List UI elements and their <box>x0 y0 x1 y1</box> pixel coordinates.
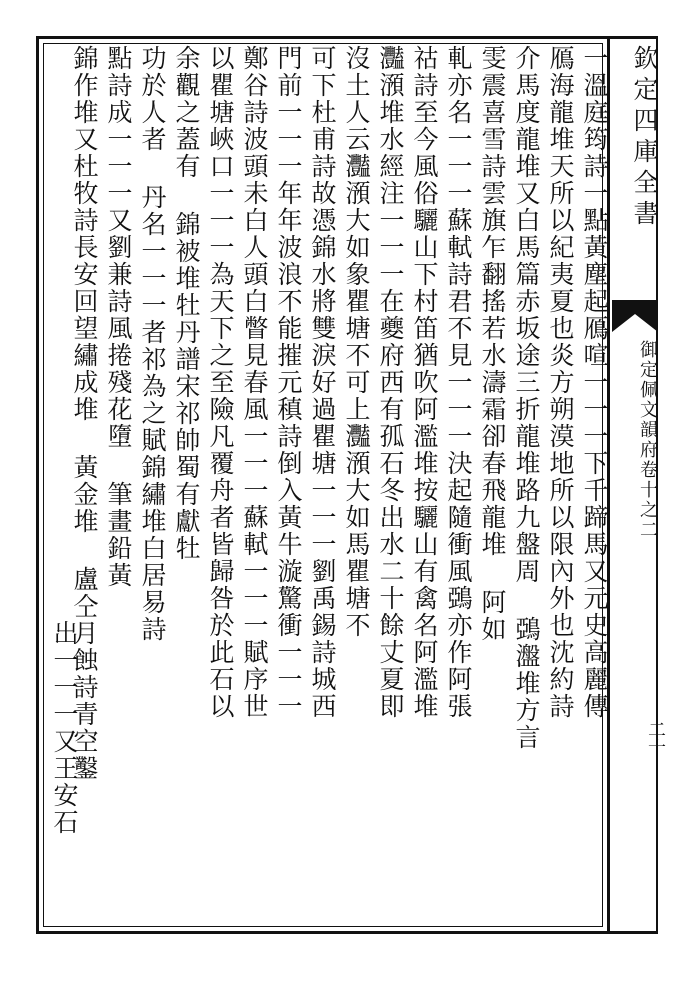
text-column: 錦作堆又杜牧詩長安回望繡成堆 黃金堆 盧仝月蝕詩青空鑿 <box>70 45 99 782</box>
text-column: 鄭谷詩波頭未白人頭白瞥見春風一一一蘇軾一一一賦序世 <box>240 45 269 720</box>
text-column: 功於人者 丹名一一一者祁為之賦錦繡堆白居易詩 <box>138 45 167 643</box>
text-column: 以瞿塘峽口一一一為天下之至險凡覆舟者皆歸咎於此石以 <box>206 45 235 720</box>
text-column: 鴈海龍堆天所以紀夷夏也炎方朔漠地所以限內外也沈約詩 <box>546 45 575 720</box>
text-column: 沒土人云灩澦大如象瞿塘不可上灩澦大如馬瞿塘不 <box>342 45 371 639</box>
text-column: 雯震喜雪詩雲旗乍翻搖若水濤霜卻春飛龍堆 阿如 <box>478 45 507 643</box>
text-column: 點詩成一一一又劉兼詩風捲殘花墮 筆畫鉛黃 <box>104 45 133 589</box>
text-column: 可下杜甫詩故憑錦水將雙淚好過瞿塘一一一劉禹錫詩城西 <box>308 45 337 720</box>
text-column: 灩澦堆水經注一一一在夔府西有孤石冬出水二十餘丈夏即 <box>376 45 405 720</box>
text-column: 軋亦名一一一蘇軾詩君不見一一一決起隨衝風鵶亦作阿張 <box>444 45 473 720</box>
text-column: 介馬度龍堆又白馬篇赤坂途三折龍堆路九盤周 鵶瀊堆方言 <box>512 45 541 751</box>
text-column: 余觀之蓋有 錦被堆牡丹譜宋祁帥蜀有獻牡 <box>172 45 201 562</box>
text-column: 門前一一一年年波浪不能摧元稹詩倒入黃牛漩驚衝一一一 <box>274 45 303 720</box>
volume-title: 御定佩文韻府卷十之二 <box>637 340 658 540</box>
text-column: 一溫庭筠詩一點黃塵起鴈喧一一一下千蹄馬又元史高麗傳 <box>580 45 609 720</box>
page-number: 二十 <box>645 720 666 756</box>
text-column: 祜詩至今風俗驪山下村笛猶吹阿濫堆按驪山有禽名阿濫堆 <box>410 45 439 720</box>
text-column: 出一一一又王安石 <box>50 620 79 836</box>
fish-tail-mark-icon <box>612 300 658 332</box>
book-title: 欽定四庫全書 <box>630 45 659 231</box>
